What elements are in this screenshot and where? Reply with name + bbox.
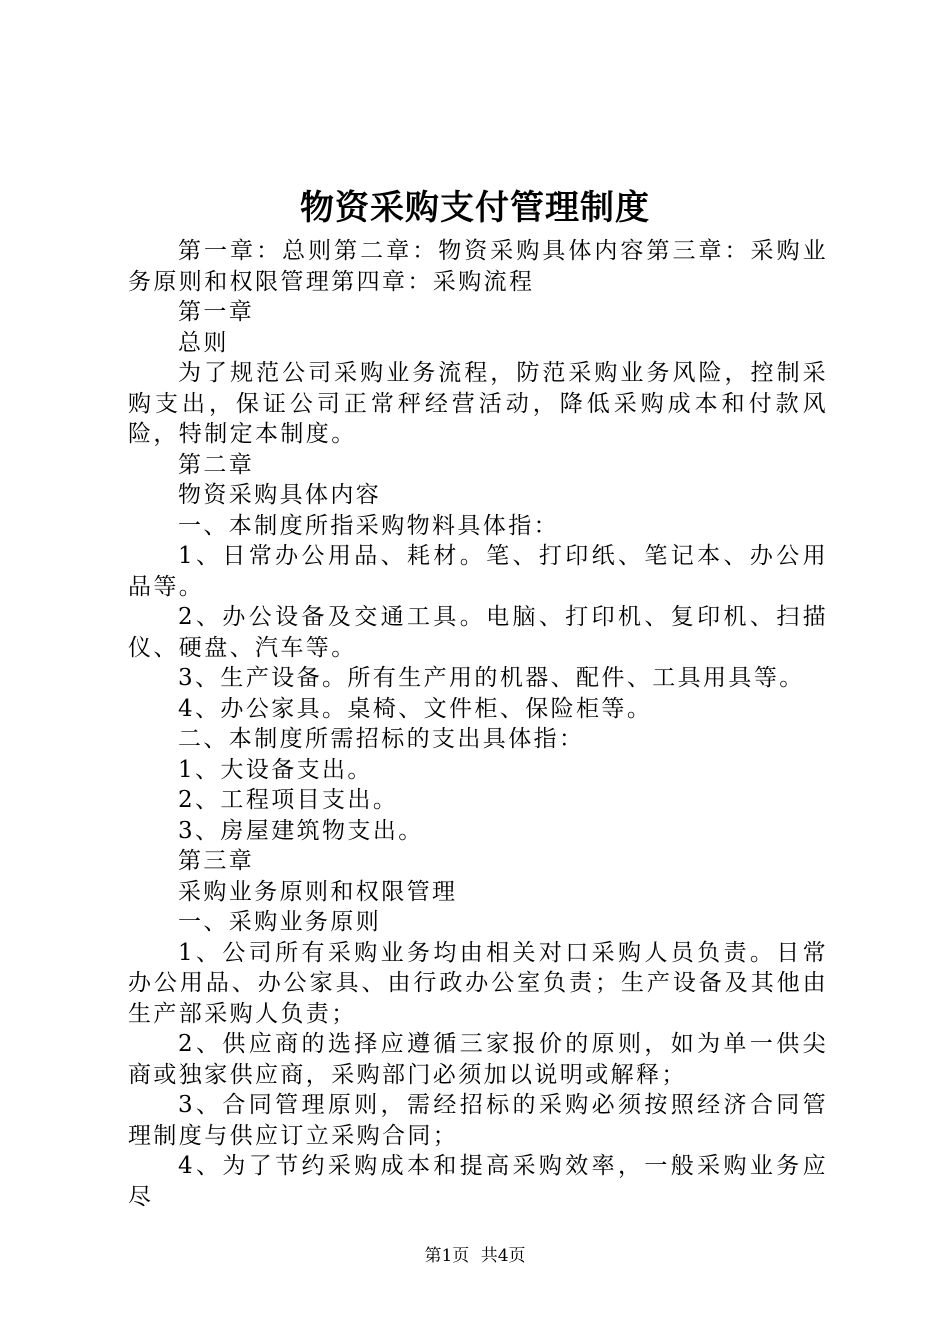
section-heading: 二、本制度所需招标的支出具体指： [178, 726, 585, 752]
chapter-2-heading: 第二章 [178, 451, 255, 478]
chapter-2-title: 物资采购具体内容 [178, 482, 382, 508]
page-footer [0, 1245, 950, 1267]
section-heading: 一、本制度所指采购物料具体指： [178, 512, 559, 539]
table-of-contents: 第一章：总则第二章：物资采购具体内容第三章：采购业务原则和权限管理第四章：采购流程 [128, 238, 828, 295]
list-item: 1、日常办公用品、耗材。笔、打印纸、笔记本、办公用品等。 [128, 543, 828, 600]
section-heading: 一、采购业务原则 [178, 909, 382, 935]
page-total: 共4页 [480, 1246, 526, 1266]
list-item: 1、大设备支出。 [178, 756, 373, 783]
page-number: 第1页 [424, 1246, 470, 1266]
chapter-1-title: 总则 [178, 329, 229, 356]
list-item: 3、房屋建筑物支出。 [178, 817, 424, 844]
list-item: 1、公司所有采购业务均由相关对口采购人员负责。日常办公用品、办公家具、由行政办公室负责；生产设备及其他由生产部采购人负责； [128, 939, 828, 1027]
list-item: 2、办公设备及交通工具。电脑、打印机、复印机、扫描仪、硬盘、汽车等。 [128, 604, 828, 661]
document-body [128, 236, 828, 1212]
chapter-1-heading: 第一章 [178, 299, 255, 325]
chapter-3-heading: 第三章 [178, 848, 255, 874]
paragraph: 为了规范公司采购业务流程，防范采购业务风险，控制采购支出，保证公司正常秤经营活动，降低采购成本和付款风险，特制定本制度。 [128, 360, 828, 447]
list-item: 3、生产设备。所有生产用的机器、配件、工具用具等。 [178, 665, 805, 691]
list-item: 2、供应商的选择应遵循三家报价的原则，如为单一供尖商或独家供应商，采购部门必须加以说明或解释； [128, 1031, 828, 1088]
chapter-3-title: 采购业务原则和权限管理 [178, 878, 458, 905]
document-title: 物资采购支付管理制度 [300, 188, 650, 228]
list-item: 4、办公家具。桌椅、文件柜、保险柜等。 [178, 695, 653, 722]
list-item: 4、为了节约采购成本和提高采购效率，一般采购业务应尽 [128, 1153, 828, 1210]
list-item: 2、工程项目支出。 [178, 787, 399, 813]
list-item: 3、合同管理原则，需经招标的采购必须按照经济合同管理制度与供应订立采购合同； [128, 1092, 828, 1149]
